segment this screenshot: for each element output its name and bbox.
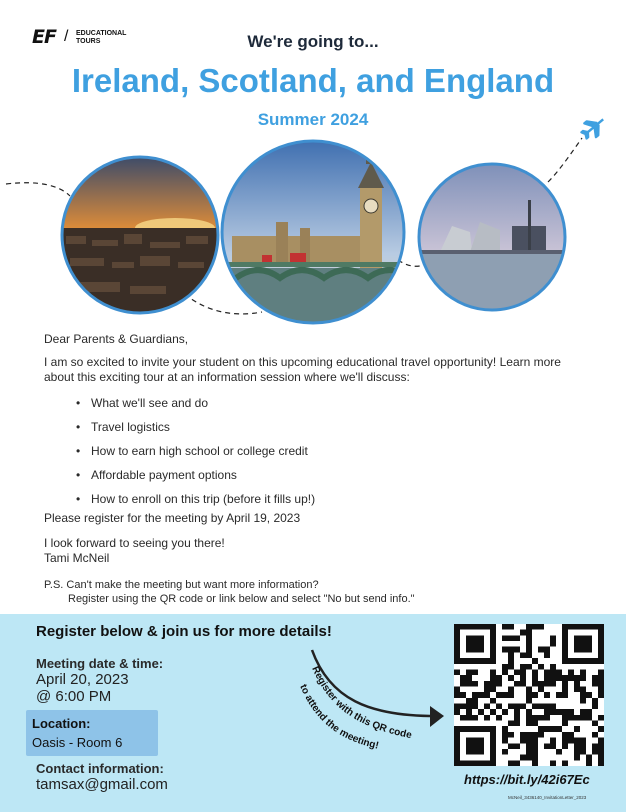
meeting-date-value [36,671,129,705]
ps-line: Register using the QR code or link below and select "No but send info." [68,593,415,605]
going-heading: We're going to... [247,32,379,51]
arrow-icon [312,650,430,716]
intro-paragraph: I am so excited to invite your student on this upcoming educational travel opportunity! Learn more about this exciting tour at an information session where we'll discuss: [44,355,561,384]
arrow-head-icon [430,706,444,727]
destination-photos [0,118,626,330]
logo-divider: / [64,28,69,45]
ps-line: P.S. Can't make the meeting but want more information? [44,579,319,591]
qr-callout [296,640,446,760]
location-value: Oasis - Room 6 [32,735,123,750]
qr-callout-line1: Register with this QR code [309,664,413,742]
qr-code[interactable] [454,624,604,766]
meeting-date-label: Meeting date & time: [36,656,164,671]
season-subtitle: Summer 2024 [257,110,369,129]
postscript [44,578,564,606]
list-item: • Travel logistics [44,415,584,439]
contact-email[interactable]: tamsax@gmail.com [36,776,168,793]
dashed-flight-path [548,138,582,182]
destination-title: Ireland, Scotland, and England [71,62,555,99]
signature: Tami McNeil [44,551,110,565]
registration-heading: Register below & join us for more details! [36,623,332,640]
dashed-flight-path [6,183,70,196]
ef-logo-mark: EF [32,26,56,48]
list-item: • Affordable payment options [44,463,584,487]
list-item: • What we'll see and do [44,391,584,415]
closing-line: I look forward to seeing you there! [44,536,225,550]
logo-wordmark: EDUCATIONAL TOURS [76,30,127,45]
list-item: • How to earn high school or college credit [44,439,584,463]
airplane-icon [578,118,609,142]
invitation-letter [44,332,584,566]
meeting-time: @ 6:00 PM [36,688,112,705]
register-deadline: Please register for the meeting by April 19, 2023 [44,511,301,525]
topics-list [44,391,584,511]
location-label: Location: [32,716,91,731]
registration-link[interactable]: https://bit.ly/42i67Ec [464,772,590,787]
meeting-date: April 20, 2023 [36,671,129,688]
footer-code: McNeil_3436140_InvitationLetter_2023 [508,795,587,800]
salutation: Dear Parents & Guardians, [44,332,189,346]
list-item: • How to enroll on this trip (before it fills up!) [44,487,584,511]
contact-label: Contact information: [36,761,164,776]
qr-callout-line2: to attend the meeting! [297,682,380,752]
